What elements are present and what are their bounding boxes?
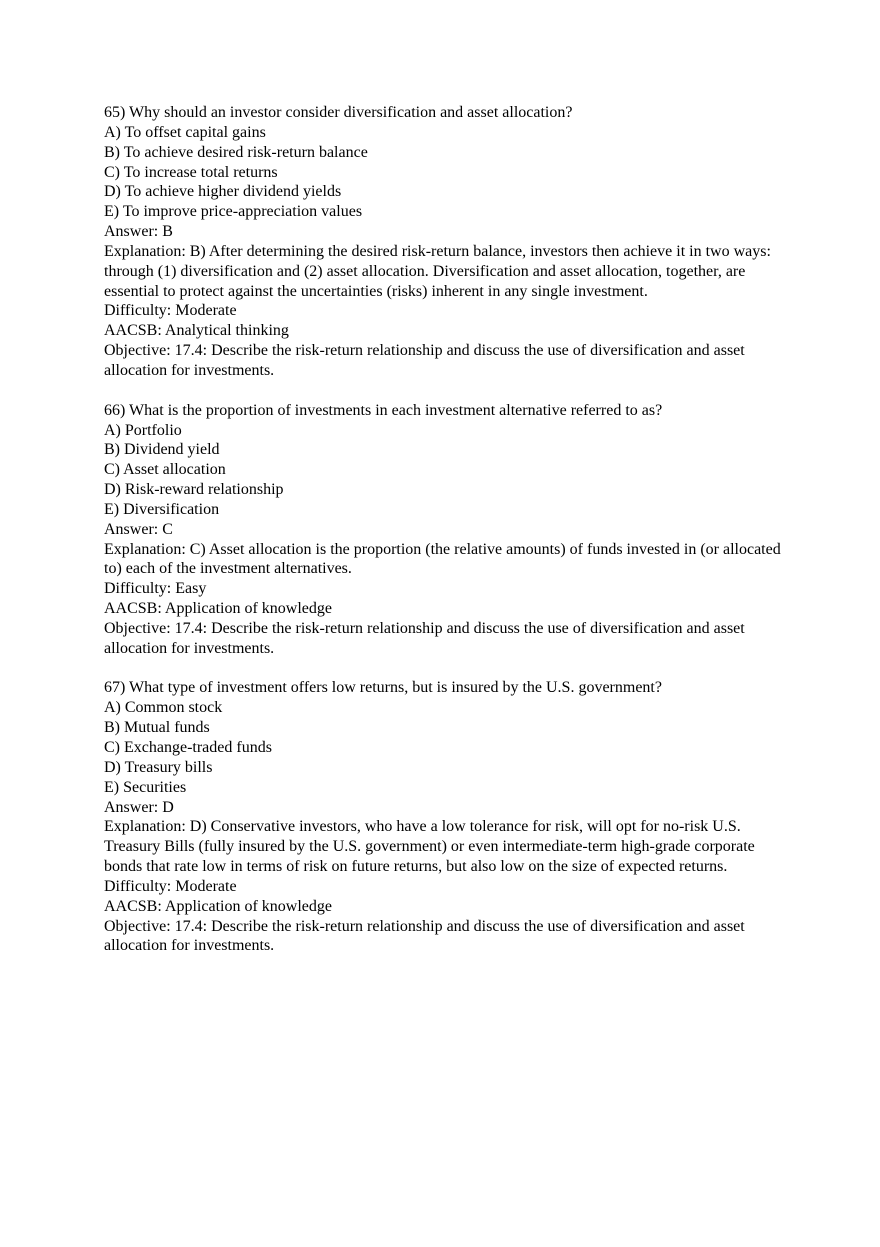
difficulty: Difficulty: Moderate: [104, 302, 237, 320]
explanation: Explanation: D) Conservative investors, who have a low tolerance for risk, will opt for no-risk U.S. Treasury Bills (fully insured by the U.S. government) or even intermediate-term high-grade corporate bonds that rate low in terms of risk on future returns, but also low on the size of expected returns.: [104, 818, 755, 876]
question-67: [104, 678, 784, 956]
answer-option-d: D) To achieve higher dividend yields: [104, 183, 342, 201]
aacsb-tag: AACSB: Analytical thinking: [104, 322, 289, 340]
answer-option-a: A) Portfolio: [104, 421, 182, 439]
aacsb-tag: AACSB: Application of knowledge: [104, 897, 332, 915]
answer-option-b: B) Mutual funds: [104, 719, 210, 737]
answer-option-e: E) Diversification: [104, 500, 220, 518]
answer-option-c: C) To increase total returns: [104, 163, 278, 181]
answer-option-e: E) To improve price-appreciation values: [104, 203, 363, 221]
explanation: Explanation: B) After determining the desired risk-return balance, investors then achieve it in two ways: through (1) diversification and (2) asset allocation. Diversification and asset allocation, together, are essential to protect against the uncertainties (risks) inherent in any single investment.: [104, 242, 771, 300]
answer-option-d: D) Risk-reward relationship: [104, 481, 284, 499]
answer-option-c: C) Exchange-traded funds: [104, 739, 272, 756]
answer-option-a: A) Common stock: [104, 699, 223, 717]
answer-option-b: B) Dividend yield: [104, 441, 220, 459]
answer-option-b: B) To achieve desired risk-return balance: [104, 143, 368, 161]
answer-option-c: C) Asset allocation: [104, 461, 226, 479]
objective: Objective: 17.4: Describe the risk-return relationship and discuss the use of diversification and asset allocation for investments.: [104, 619, 745, 657]
aacsb-tag: AACSB: Application of knowledge: [104, 600, 332, 618]
difficulty: Difficulty: Easy: [104, 580, 207, 598]
explanation: Explanation: C) Asset allocation is the proportion (the relative amounts) of funds invested in (or allocated to) each of the investment alternatives.: [104, 540, 781, 578]
question-stem: 66) What is the proportion of investments in each investment alternative referred to as?: [104, 401, 663, 419]
objective: Objective: 17.4: Describe the risk-return relationship and discuss the use of diversification and asset allocation for investments.: [104, 917, 745, 955]
correct-answer: Answer: B: [104, 223, 173, 241]
correct-answer: Answer: D: [104, 798, 174, 816]
objective: Objective: 17.4: Describe the risk-return relationship and discuss the use of diversification and asset allocation for investments.: [104, 342, 745, 379]
difficulty: Difficulty: Moderate: [104, 877, 237, 895]
question-stem: 65) Why should an investor consider diversification and asset allocation?: [104, 104, 573, 121]
answer-option-a: A) To offset capital gains: [104, 123, 266, 141]
answer-option-e: E) Securities: [104, 778, 187, 796]
question-65: [104, 103, 784, 381]
answer-option-d: D) Treasury bills: [104, 758, 213, 776]
correct-answer: Answer: C: [104, 520, 173, 538]
question-66: [104, 401, 784, 659]
document-page: [104, 103, 784, 976]
question-stem: 67) What type of investment offers low returns, but is insured by the U.S. government?: [104, 679, 662, 697]
